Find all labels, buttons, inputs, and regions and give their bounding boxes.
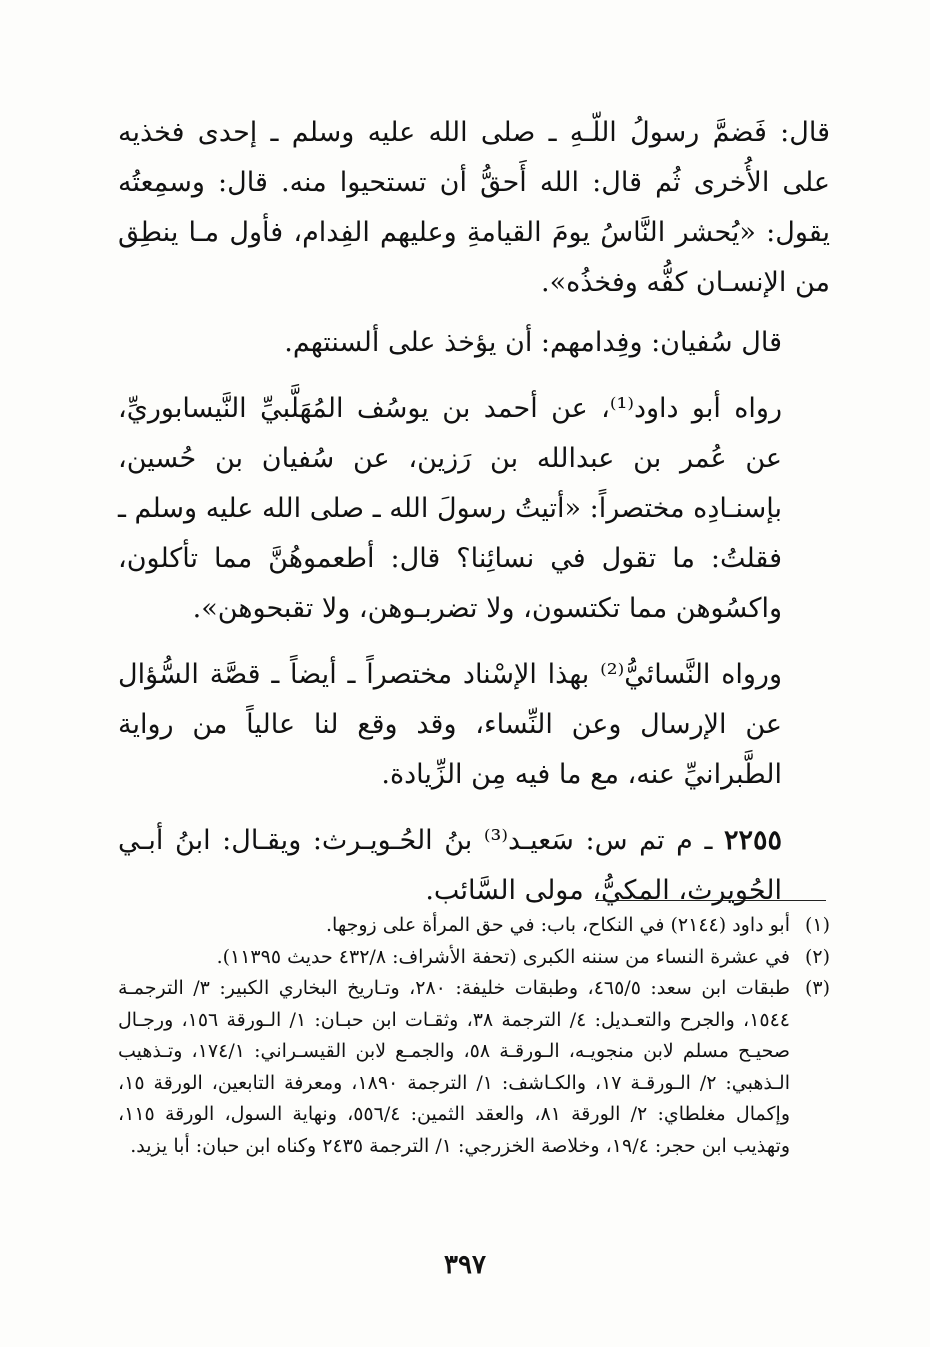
footnote-number: (٣) [804,977,830,999]
main-text-block [118,108,830,916]
footnotes [118,910,830,1162]
paragraph-hadith-continuation: قال: فَضمَّ رسولُ اللّـهِ ـ صلى الله عليه وسلم ـ إحدى فخذيه على الأُخرى ثُم قال: الله أَحقُّ أن تستحيوا منه. قال: وسمِعتُه يقول: «يُحشر النَّاسُ يومَ القيامةِ وعليهم الفِدام، فأول مـا ينطِق من الإنسـان كفُّه وفخذُه». [118,117,830,298]
page-number: ٣٩٧ [444,1250,486,1280]
footnote-number: (١) [804,914,830,936]
entry-number: ٢٢٥٥ [723,825,782,856]
footnote-number: (٢) [804,945,830,968]
paragraph-sufyan-note: قال سُفيان: وفِدامهم: أن يؤخذ على ألسنتهم. [284,327,782,358]
footnote-item [118,942,830,974]
biography-entry [118,816,830,916]
body-text [118,108,830,916]
footnote-text: طبقات ابن سعد: ٤٦٥/٥، وطبقات خليفة: ٢٨٠، وتـاريخ البخاري الكبير: ٣/ الترجمـة ١٥٤٤، والجرح والتعـديل: ٤/ الترجمة ٣٨، وثقـات ابن حبـان: ١/ الـورقة ١٥٦، ورجـال صحيـح مسلم لابن منجويـه، الـورقـة ٥٨، والجمـع لابن القيسـراني: ١٧٤/١، وتـذهيب الـذهبي: ٢/ الـورقـة ١٧، والكـاشف: ١/ الترجمة ١٨٩٠، ومعرفة التابعين، الورقة ١٥، وإكمال مغلطاي: ٢/ الورقة ٨١، والعقد الثمين: ٥٥٦/٤، ونهاية السول، الورقة ١١٥، وتهذيب ابن حجر: ١٩/٤، وخلاصة الخزرجي: ١/ الترجمة ٢٤٣٥ وكناه ابن حبان: أبا يزيد. [118,977,791,1157]
footnote-item [118,910,830,942]
footnote-text: في عشرة النساء من سننه الكبرى (تحفة الأشراف: ٤٣٢/٨ حديث ١١٣٩٥). [216,945,790,968]
paragraph-nasai-narration: ورواه النَّسائيُّ⁽²⁾ بهذا الإسْناد مختصراً ـ أيضاً ـ قصَّة السُّؤال عن الإرسال وعن النِّساء، وقد وقع لنا عالياً من رواية الطَّبرانيِّ عنه، مع ما فيه مِن الزِّيادة. [118,659,782,790]
footnote-separator [596,900,826,901]
footnote-text: أبو داود (٢١٤٤) في النكاح، باب: في حق المرأة على زوجها. [326,914,790,936]
footnote-item [118,973,830,1162]
paragraph-abu-dawud-narration: رواه أبو داود⁽¹⁾، عن أحمد بن يوسُف المُهَلَّبيِّ النَّيسابوريِّ، عن عُمر بن عبدالله بن رَزين، عن سُفيان بن حُسين، بإسنـادِه مختصراً: «أتيتُ رسولَ الله ـ صلى الله عليه وسلم ـ فقلتُ: ما تقول في نسائِنا؟ قال: أطعموهُنَّ مما تأكلون، واكسُوهن مما تكتسون، ولا تضربـوهن، ولا تقبحوهن». [118,393,782,624]
entry-text: ـ م تم س: سَعيـد⁽³⁾ بنُ الحُـويـرث: ويقـال: ابنُ أبـي الحُويرث، المكيُّ، مولى السَّائب. [118,825,782,906]
